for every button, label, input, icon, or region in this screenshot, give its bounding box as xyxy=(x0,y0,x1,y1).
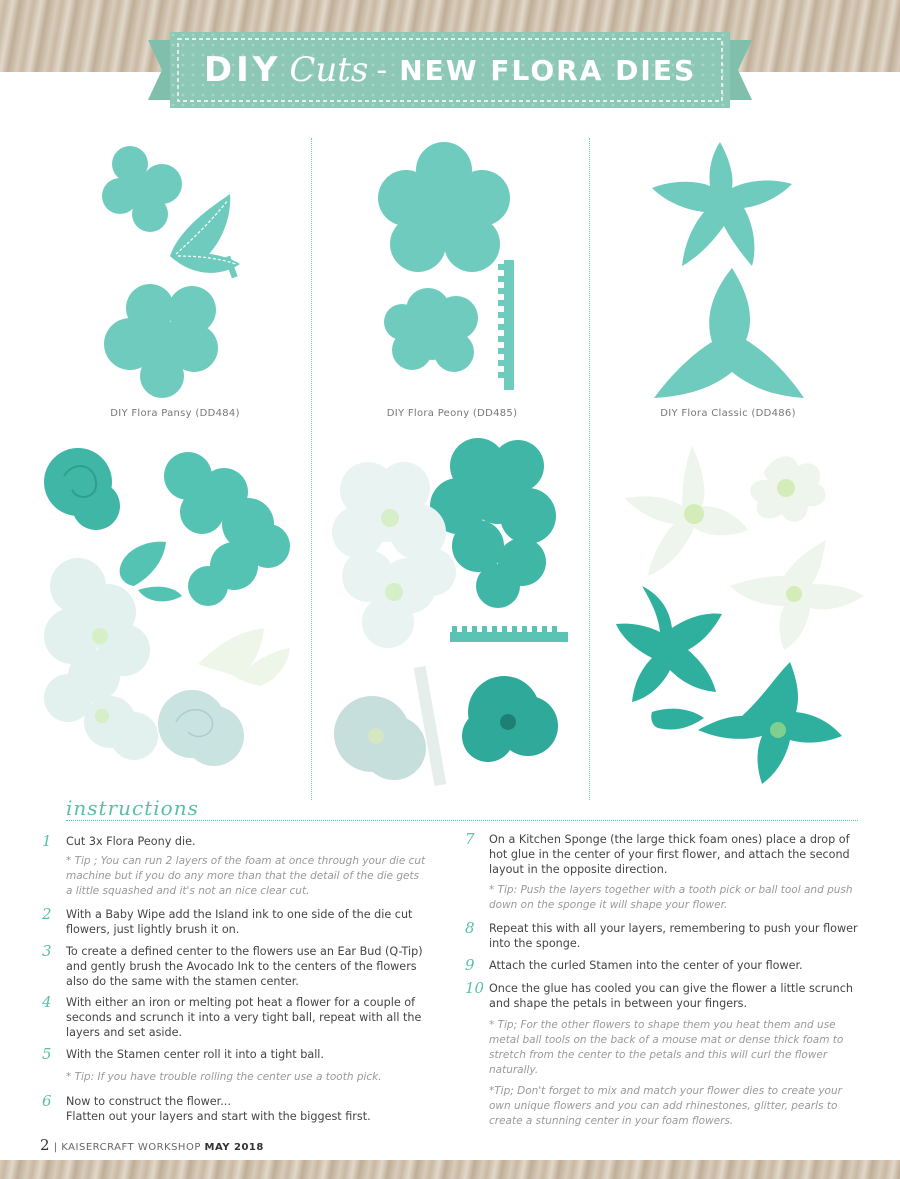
step-text: To create a defined center to the flowers use an Ear Bud (Q-Tip) and gently brush the Avocado Ink to the centers of the flowers also do the same with the stamen center. xyxy=(66,945,423,988)
step-number: 8 xyxy=(465,919,475,937)
stamen-strip xyxy=(450,632,568,642)
tip-sponge: * Tip: Push the layers together with a tooth pick or ball tool and push down on the sponge it will shape your flower. xyxy=(489,884,853,911)
step-8 xyxy=(465,919,861,951)
page-footer xyxy=(40,1136,264,1154)
step-number: 5 xyxy=(42,1045,52,1063)
step-text-2: Flatten out your layers and start with the biggest first. xyxy=(66,1110,371,1123)
step-9 xyxy=(465,956,861,974)
classic-die-illustration xyxy=(648,140,808,402)
step-1 xyxy=(42,832,436,850)
caption-classic: DIY Flora Classic (DD486) xyxy=(660,408,796,419)
caption-pansy: DIY Flora Pansy (DD484) xyxy=(110,408,240,419)
title-banner xyxy=(148,30,752,110)
peony-flowers-photo xyxy=(328,436,582,806)
column-divider xyxy=(311,138,312,800)
step-7 xyxy=(465,830,861,877)
banner-diy: DIY xyxy=(203,50,282,90)
step-number: 6 xyxy=(42,1092,52,1110)
step-text: With either an iron or melting pot heat a flower for a couple of seconds and scrunch it into a very tight ball, repeat with all the layers and set aside. xyxy=(66,996,422,1039)
instructions-heading: instructions xyxy=(66,796,199,820)
step-text: On a Kitchen Sponge (the large thick foam ones) place a drop of hot glue in the center of your first flower, and attach the second layout in the opposite direction. xyxy=(489,833,850,876)
step-6 xyxy=(42,1092,436,1124)
step-text: Repeat this with all your layers, remembering to push your flower into the sponge. xyxy=(489,922,858,950)
step-number: 2 xyxy=(42,905,52,923)
step-5 xyxy=(42,1045,436,1063)
step-text: With the Stamen center roll it into a tight ball. xyxy=(66,1048,324,1061)
step-number: 1 xyxy=(42,832,52,850)
step-2 xyxy=(42,905,436,937)
column-divider xyxy=(589,138,590,800)
banner-dash: - xyxy=(376,52,388,88)
step-number: 4 xyxy=(42,993,52,1011)
step-4 xyxy=(42,993,436,1040)
tip-toothpick: * Tip: If you have trouble rolling the center use a tooth pick. xyxy=(66,1071,382,1083)
instructions-divider xyxy=(66,820,858,821)
page-number: 2 xyxy=(40,1136,51,1154)
caption-peony: DIY Flora Peony (DD485) xyxy=(386,408,518,419)
step-number: 3 xyxy=(42,942,52,960)
footer-issue: MAY 2018 xyxy=(204,1142,264,1153)
wood-footer-strip xyxy=(0,1160,900,1179)
pansy-flowers-photo xyxy=(38,436,300,806)
tip-layers: * Tip ; You can run 2 layers of the foam at once through your die cut machine but if you do any more than that the detail of the die gets a little squashed and it's not an nice clear cut. xyxy=(66,855,426,897)
banner-cuts: Cuts xyxy=(289,50,369,90)
step-number: 9 xyxy=(465,956,475,974)
step-10 xyxy=(465,979,861,1011)
peony-die-illustration xyxy=(372,140,532,395)
step-number: 7 xyxy=(465,830,475,848)
step-text: Attach the curled Stamen into the center of your flower. xyxy=(489,959,803,972)
tip-shaping: * Tip; For the other flowers to shape them you heat them and use metal ball tools on the back of a mouse mat or dense thick foam to stretch from the center to the petals and this will curl the flower naturally. xyxy=(489,1019,844,1076)
classic-flowers-photo xyxy=(612,436,874,806)
footer-separator: | xyxy=(53,1142,58,1153)
step-text: Now to construct the flower... xyxy=(66,1095,231,1108)
step-number: 10 xyxy=(465,979,485,997)
step-3 xyxy=(42,942,436,989)
step-text: Cut 3x Flora Peony die. xyxy=(66,835,196,848)
footer-brand: KAISERCRAFT WORKSHOP xyxy=(61,1142,201,1153)
pansy-die-illustration xyxy=(90,138,260,403)
banner-subtitle: NEW FLORA DIES xyxy=(399,53,697,87)
step-text: Once the glue has cooled you can give the flower a little scrunch and shape the petals in between your fingers. xyxy=(489,982,853,1010)
tip-mix-match: *Tip; Don't forget to mix and match your flower dies to create your own unique flowers and you can add rhinestones, glitter, pearls to create a stunning center in your foam flowers. xyxy=(489,1085,842,1127)
step-text: With a Baby Wipe add the Island ink to one side of the die cut flowers, just lightly brush it on. xyxy=(66,908,413,936)
